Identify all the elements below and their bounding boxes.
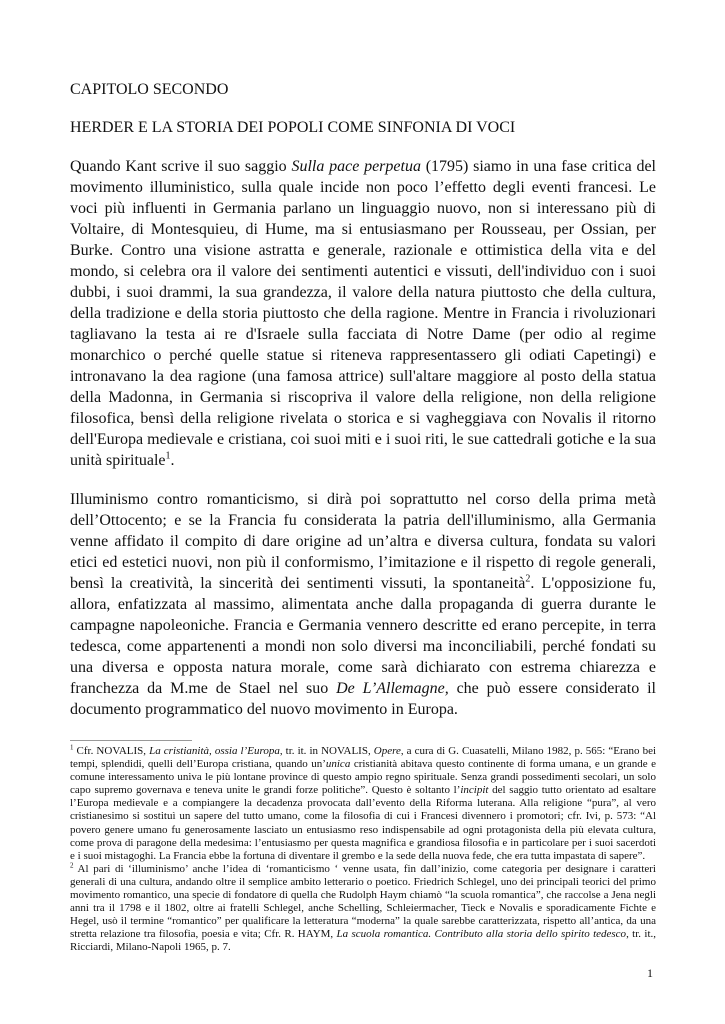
fn1-f: unica	[325, 758, 351, 771]
chapter-label: CAPITOLO SECONDO	[70, 81, 229, 98]
fn1-a: Cfr. NOVALIS,	[73, 745, 150, 757]
footnote-separator	[70, 740, 192, 741]
p2-text-b: . L'opposizione fu, allora, enfatizzata al massimo, alimentata anche dalla propaganda di guerra durante le campagne napoleoniche. Francia e Germania vennero descritte ed erano percepite, in terra tedesca, come appartenenti a mondi non solo diversi ma inconciliabili, perché fondati su una diversa e opposta natura morale, come sarà dichiarato con estrema chiarezza e franchezza da M.me de Stael nel suo	[70, 575, 657, 697]
fn1-i: del saggio tutto orientato ad esaltare l’Europa medievale e a compiangere la decadenza provocata dall’evento della Riforma luterana. Alla religione “pura”, al vero cristianesimo si sostituì un sapere del tutto umano, come la filosofia di cui i Francesi divennero i promotori; cfr. Ivi, p. 573: “Al povero genere umano fu generosamente lasciato un entusiasmo reso indispensabile ad ogni protagonista della più elevata cultura, come prova di paragone della medesima: l’entusiasmo per questa magnifica e grandiosa filosofia e in particolare per i suoi sacerdoti e i suoi mistagoghi. La Francia ebbe la fortuna di diventare il grembo e la sede della nuova fede, che era tutta impastata di sapere”.	[70, 784, 656, 862]
paragraph-2	[70, 489, 656, 720]
fn1-h: incipit	[460, 784, 489, 797]
p1-title-italic: Sulla pace perpetua	[291, 158, 421, 175]
document-page	[70, 80, 656, 955]
fn1-d: Opere	[373, 745, 401, 757]
footnote-1-number: 1	[70, 743, 74, 752]
p2-text-d: che può essere considerato il documento programmatico del nuovo movimento in Europa.	[70, 680, 656, 718]
fn1-e: , a cura di G. Cuasatelli, Milano 1982, p. 565: “Erano bei tempi, splendidi, quelli dell’Europa cristiana, quando un’	[70, 745, 657, 771]
page-number: 1	[647, 966, 653, 980]
p1-text-a: Quando Kant scrive il suo saggio	[70, 158, 292, 175]
p1-text-d: .	[170, 452, 175, 469]
p2-text-a: Illuminismo contro romanticismo, si dirà poi soprattutto nel corso della prima metà dell’Ottocento; e se la Francia fu considerata la patria dell'illuminismo, alla Germania venne affidato il compito di dare origine ad un’altra e diversa cultura, fondata su valori etici ed estetici nuovi, non più il conformismo, l’imitazione e il rispetto di regole generali, bensì la creatività, la sincerità dei sentimenti vissuti, la spontaneità	[70, 491, 656, 592]
p1-text-c: (1795) siamo in una fase critica del movimento illuministico, sulla quale incide non poco l’effetto degli eventi francesi. Le voci più influenti in Germania parlano un linguaggio nuovo, non si interessano più di Voltaire, di Montesquieu, di Hume, ma si entusiasmano per Rousseau, per Ossian, per Burke. Contro una visione astratta e generale, razionale e ottimistica della vita e del mondo, si celebra ora il valore dei sentimenti autentici e vissuti, dell'individuo con i suoi dubbi, i suoi drammi, la sua grandezza, il valore della natura piuttosto che della cultura, della tradizione e della storia piuttosto che della ragione. Mentre in Francia i rivoluzionari tagliavano la testa ai re d'Israele sulla facciata di Notre Dame (per odio al regime monarchico o perché quelle statue si riteneva rappresentassero gli odiati Capetingi) e intronavano la dea ragione (una famosa attrice) sull'altare maggiore al posto della statua della Madonna, in Germania si riscopriva il valore della religione, non della religione filosofica, bensì della religione rivelata o storica e si vagheggiava con Novalis il ritorno dell'Europa medievale e cristiana, coi suoi miti e i suoi riti, le sue cattedrali gotiche e la sua unità spirituale	[70, 158, 657, 469]
chapter-title: HERDER E LA STORIA DEI POPOLI COME SINFONIA DI VOCI	[70, 119, 516, 136]
footnote-2	[70, 863, 656, 955]
fn2-c: , tr. it., Ricciardi, Milano-Napoli 1965, p. 7.	[70, 928, 656, 954]
fn2-a: Al pari di ‘illuminismo’ anche l’idea di ‘romanticismo ‘ venne usata, fin dall’inizio, come categoria per designare i caratteri generali di una cultura, andando oltre il semplice ambito letterario o poetico. Friedrich Schlegel, uno dei principali teorici del primo movimento romantico, una specie di fondatore di quella che Rudolph Haym chiamò “la scuola romantica”, che raccolse a Jena negli anni tra il 1798 e il 1802, oltre ai fratelli Schlegel, anche Schelling, Schleiermacher, Tieck e Novalis e sporadicamente Fichte e Hegel, usò il termine “romantico” per qualificare la letteratura “moderna” la quale sarebbe caratterizzata, rispetto all’antica, da una stretta relazione tra filosofia, poesia e vita; Cfr. R. HAYM,	[70, 862, 656, 941]
footnote-2-number: 2	[70, 861, 74, 870]
footnote-1	[70, 745, 656, 863]
paragraph-1	[70, 156, 656, 471]
fn1-c: , tr. it. in NOVALIS,	[279, 745, 374, 757]
footnote-ref-2[interactable]: 2	[525, 573, 531, 585]
fn2-b: La scuola romantica. Contributo alla storia dello spirito tedesco	[336, 928, 627, 941]
fn1-g: cristianità abitava questo continente di forma umana, e un grande e comune interessamento univa le più lontane province di questo ampio regno spirituale. Senza grandi possedimenti secolari, un solo capo supremo governava e teneva unite le grandi forze politiche”. Questo è soltanto l’	[70, 758, 656, 797]
p2-title-italic: De L’Allemagne,	[336, 680, 449, 697]
footnote-ref-1[interactable]: 1	[165, 450, 171, 462]
fn1-b: La cristianità, ossia l’Europa	[149, 745, 280, 757]
